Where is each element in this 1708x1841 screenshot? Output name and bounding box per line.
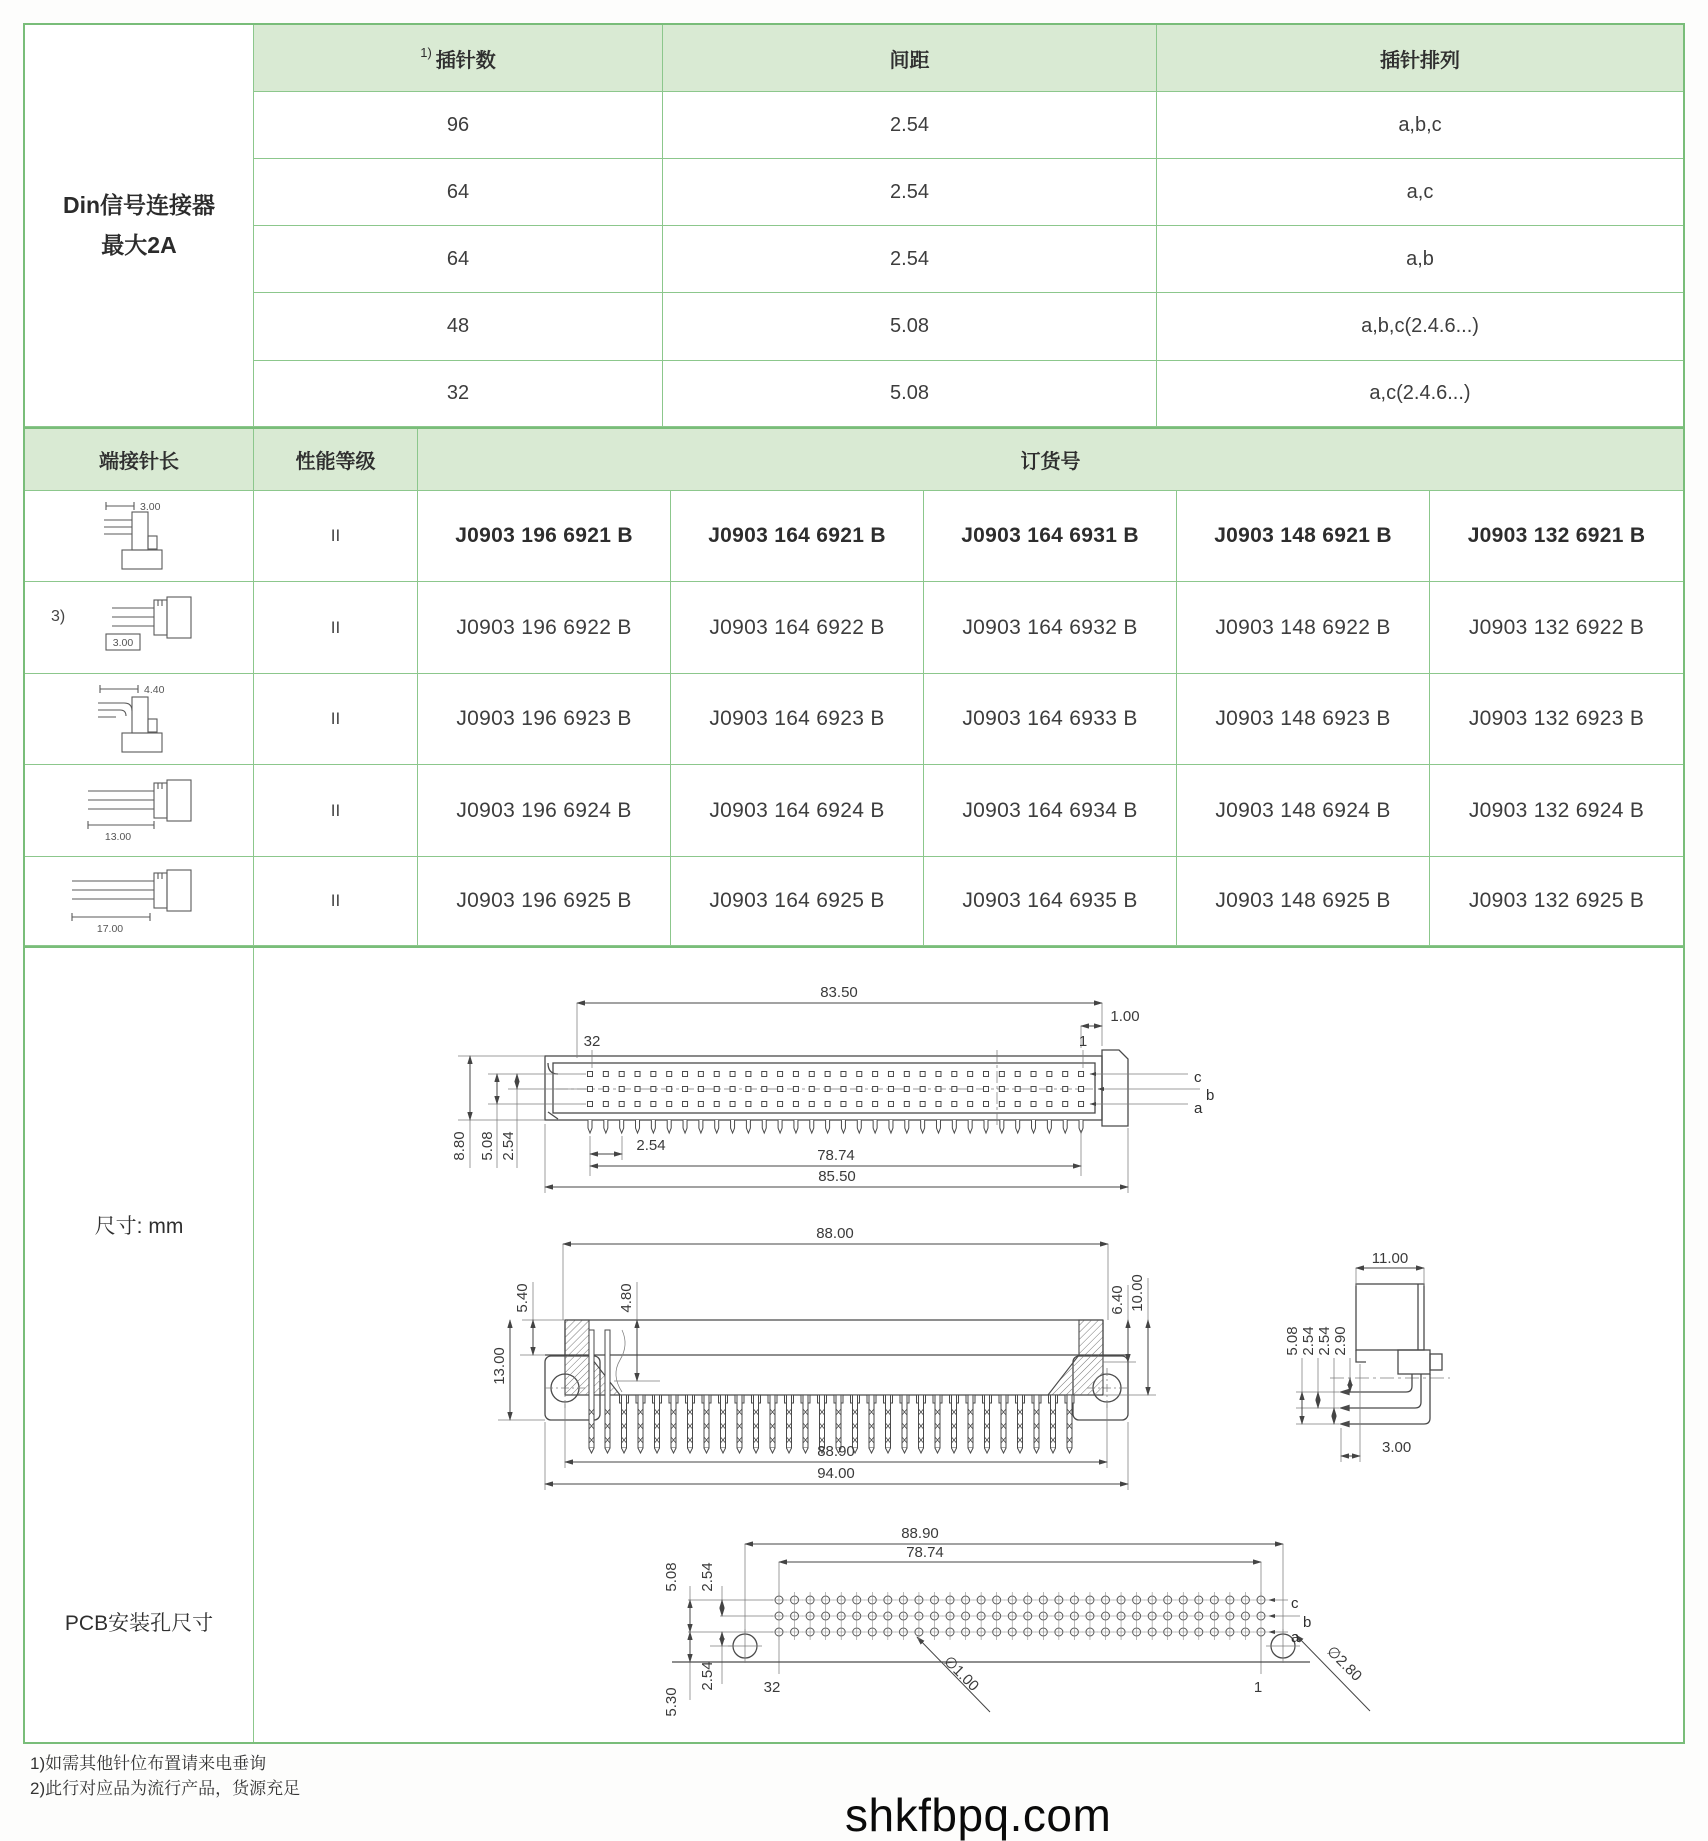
row-a-label-pcb: a bbox=[1291, 1629, 1300, 1646]
pin-length-icon-cell bbox=[25, 765, 254, 857]
order-no: J0903 196 6923 B bbox=[418, 674, 671, 765]
front-view bbox=[451, 984, 1214, 1193]
dim-2-54-rows: 2.54 bbox=[500, 1131, 517, 1161]
order-no: J0903 148 6921 B bbox=[1177, 491, 1430, 582]
dim-3-00: 3.00 bbox=[1382, 1439, 1412, 1456]
dim-13-00: 13.00 bbox=[491, 1347, 508, 1385]
arrangement-value: a,b bbox=[1157, 226, 1683, 293]
order-no: J0903 148 6924 B bbox=[1177, 765, 1430, 857]
dimensions-section-label: 尺寸: mm bbox=[25, 948, 254, 1503]
footnote-ref: 3) bbox=[51, 608, 66, 625]
straight-connector-icon bbox=[54, 586, 224, 670]
arrangement-value: a,c(2.4.6...) bbox=[1157, 361, 1683, 427]
footnote-2: 2)此行对应品为流行产品，货源充足 bbox=[30, 1778, 301, 1798]
order-no: J0903 148 6925 B bbox=[1177, 857, 1430, 946]
connector-technical-drawing bbox=[254, 948, 1682, 1502]
order-no: J0903 132 6925 B bbox=[1430, 857, 1683, 946]
order-no: J0903 164 6925 B bbox=[671, 857, 924, 946]
order-no: J0903 148 6923 B bbox=[1177, 674, 1430, 765]
mount-hole-diameter-label: ∅2.80 bbox=[1323, 1642, 1366, 1685]
order-no: J0903 164 6933 B bbox=[924, 674, 1177, 765]
order-no: J0903 196 6924 B bbox=[418, 765, 671, 857]
dim-11-00: 11.00 bbox=[1371, 1250, 1409, 1267]
product-name: Din信号连接器 bbox=[62, 192, 216, 219]
dim-2-54-pcb-top: 2.54 bbox=[699, 1562, 716, 1592]
icon-dim-label: 3.00 bbox=[112, 636, 134, 649]
order-no: J0903 196 6925 B bbox=[418, 857, 671, 946]
order-no: J0903 164 6935 B bbox=[924, 857, 1177, 946]
icon-dim-label: 4.40 bbox=[144, 684, 165, 696]
col-header-pitch: 间距 bbox=[663, 25, 1157, 92]
col-header-grade: 性能等级 bbox=[254, 429, 418, 491]
spec-sheet bbox=[23, 23, 1685, 1744]
straight-connector-icon bbox=[54, 859, 224, 943]
row-b-label-pcb: b bbox=[1303, 1614, 1312, 1631]
pcb-hole-drawing bbox=[254, 1502, 1682, 1740]
pin-length-icon-cell bbox=[25, 491, 254, 582]
dim-5-08: 5.08 bbox=[479, 1131, 496, 1161]
pitch-value: 2.54 bbox=[663, 92, 1157, 159]
col-header-pin-length: 端接针长 bbox=[25, 429, 254, 491]
order-no: J0903 132 6921 B bbox=[1430, 491, 1683, 582]
pin-1-label: 1 bbox=[1078, 1033, 1088, 1050]
pin-count-value: 64 bbox=[254, 159, 663, 226]
row-b-label: b bbox=[1206, 1087, 1215, 1104]
pitch-value: 5.08 bbox=[663, 361, 1157, 427]
grade-value: II bbox=[254, 857, 418, 946]
pcb-section bbox=[25, 1502, 1683, 1742]
row-c-label: c bbox=[1194, 1069, 1202, 1086]
dim-88-90: 88.90 bbox=[817, 1443, 855, 1460]
order-no: J0903 132 6922 B bbox=[1430, 582, 1683, 674]
dimension-drawings-cell bbox=[254, 948, 1683, 1503]
order-no: J0903 196 6921 B bbox=[418, 491, 671, 582]
icon-dim-label: 3.00 bbox=[140, 501, 161, 513]
order-number-table bbox=[25, 429, 1683, 948]
footnote-1: 1)如需其他针位布置请来电垂询 bbox=[30, 1754, 267, 1773]
dim-2-54-side: 2.54 bbox=[1300, 1326, 1317, 1356]
order-no: J0903 164 6921 B bbox=[671, 491, 924, 582]
dim-6-40: 6.40 bbox=[1109, 1285, 1126, 1315]
pitch-value: 5.08 bbox=[663, 293, 1157, 361]
pin-count-value: 48 bbox=[254, 293, 663, 361]
section-view bbox=[491, 1225, 1156, 1490]
dim-5-08-side: 5.08 bbox=[1284, 1326, 1301, 1356]
icon-dim-label: 17.00 bbox=[96, 923, 124, 935]
icon-dim-label: 13.00 bbox=[104, 830, 132, 843]
grade-value: II bbox=[254, 491, 418, 582]
order-no: J0903 148 6922 B bbox=[1177, 582, 1430, 674]
order-no: J0903 164 6934 B bbox=[924, 765, 1177, 857]
dim-4-80: 4.80 bbox=[618, 1283, 635, 1313]
order-no: J0903 132 6923 B bbox=[1430, 674, 1683, 765]
product-rating: 最大2A bbox=[101, 231, 177, 258]
pin-count-value: 64 bbox=[254, 226, 663, 293]
side-view bbox=[1284, 1250, 1450, 1462]
grade-value: II bbox=[254, 765, 418, 857]
pin-length-icon-cell bbox=[25, 857, 254, 946]
pin-config-table bbox=[25, 25, 1683, 429]
order-no: J0903 164 6922 B bbox=[671, 582, 924, 674]
straight-connector-icon bbox=[54, 769, 224, 853]
pin-32-label: 32 bbox=[583, 1033, 601, 1050]
dim-88-90-pcb: 88.90 bbox=[901, 1525, 939, 1542]
dim-94-00: 94.00 bbox=[817, 1465, 855, 1482]
order-no: J0903 196 6922 B bbox=[418, 582, 671, 674]
pitch-value: 2.54 bbox=[663, 159, 1157, 226]
footnotes bbox=[30, 1752, 300, 1801]
col-header-order-no: 订货号 bbox=[418, 429, 1683, 491]
pin-hole-diameter-label: ∅1.00 bbox=[940, 1652, 983, 1695]
pcb-drawing-cell bbox=[254, 1502, 1683, 1742]
order-no: J0903 132 6924 B bbox=[1430, 765, 1683, 857]
order-no: J0903 164 6931 B bbox=[924, 491, 1177, 582]
dim-8-80: 8.80 bbox=[451, 1131, 468, 1161]
dim-10-00: 10.00 bbox=[1129, 1274, 1146, 1312]
row-a-label: a bbox=[1194, 1100, 1203, 1117]
pin-count-value: 32 bbox=[254, 361, 663, 427]
pin-count-header-label: 插针数 bbox=[435, 49, 496, 72]
dim-83-50: 83.50 bbox=[820, 984, 858, 1001]
dim-2-54-pitch: 2.54 bbox=[636, 1137, 666, 1154]
order-no: J0903 164 6932 B bbox=[924, 582, 1177, 674]
pin-length-icon-cell bbox=[25, 674, 254, 765]
dimensions-section bbox=[25, 948, 1683, 1502]
col-header-arrangement: 插针排列 bbox=[1157, 25, 1683, 92]
dim-5-30: 5.30 bbox=[663, 1687, 680, 1717]
grade-value: II bbox=[254, 674, 418, 765]
order-no: J0903 164 6923 B bbox=[671, 674, 924, 765]
dim-78-74: 78.74 bbox=[817, 1147, 855, 1164]
right-angle-connector-icon bbox=[54, 494, 224, 578]
col-header-pin-count bbox=[254, 25, 663, 92]
pin-length-icon-cell bbox=[25, 582, 254, 674]
pin-32-label-pcb: 32 bbox=[763, 1679, 781, 1696]
dim-2-54-pcb-bottom: 2.54 bbox=[699, 1661, 716, 1691]
dim-2-90: 2.90 bbox=[1332, 1326, 1349, 1356]
row-c-label-pcb: c bbox=[1291, 1595, 1299, 1612]
right-angle-connector-icon bbox=[54, 677, 224, 761]
arrangement-value: a,b,c(2.4.6...) bbox=[1157, 293, 1683, 361]
pin-count-value: 96 bbox=[254, 92, 663, 159]
pcb-section-label: PCB安装孔尺寸 bbox=[25, 1502, 254, 1742]
pin-1-label-pcb: 1 bbox=[1253, 1679, 1263, 1696]
arrangement-value: a,b,c bbox=[1157, 92, 1683, 159]
dim-88-00: 88.00 bbox=[816, 1225, 854, 1242]
product-side-label bbox=[25, 25, 254, 427]
dim-5-40: 5.40 bbox=[514, 1283, 531, 1313]
arrangement-value: a,c bbox=[1157, 159, 1683, 226]
dim-85-50: 85.50 bbox=[818, 1168, 856, 1185]
pin-count-footnote-ref: 1) bbox=[420, 44, 432, 60]
dim-2-54-side: 2.54 bbox=[1316, 1326, 1333, 1356]
pitch-value: 2.54 bbox=[663, 226, 1157, 293]
dim-1-00: 1.00 bbox=[1110, 1008, 1140, 1025]
dim-5-08-pcb: 5.08 bbox=[663, 1562, 680, 1592]
dim-78-74-pcb: 78.74 bbox=[906, 1544, 944, 1561]
grade-value: II bbox=[254, 582, 418, 674]
site-watermark: shkfbpq.com bbox=[845, 1789, 1112, 1841]
order-no: J0903 164 6924 B bbox=[671, 765, 924, 857]
